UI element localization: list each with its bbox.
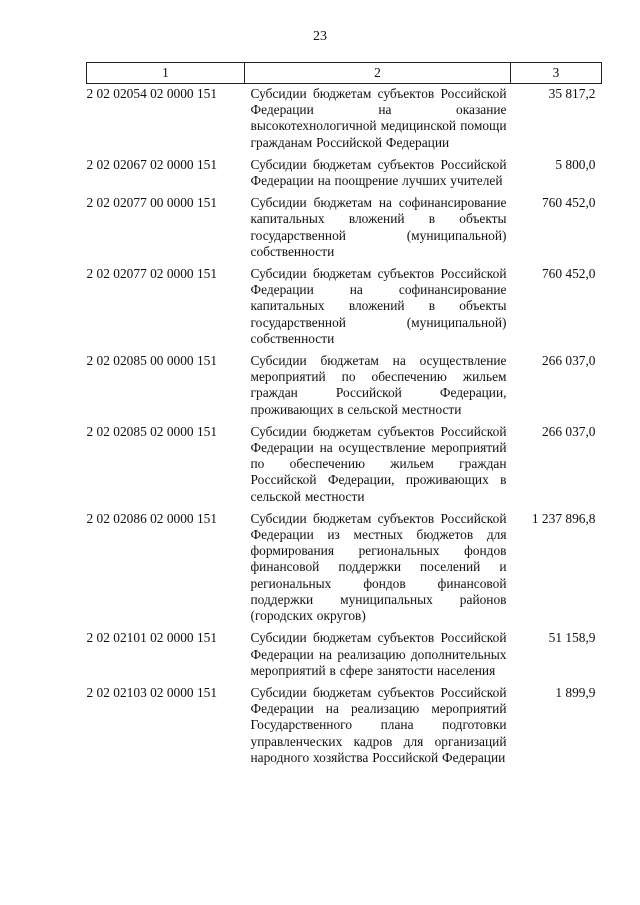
budget-table [86,62,602,772]
column-header-code: 1 [87,63,245,84]
budget-item-name: Субсидии бюджетам субъектов Российской Федерации на софинансирование капитальных вложений в объекты государственной (муниципальной) собственности [250,266,507,346]
table-row [87,630,602,685]
budget-item-name: Субсидии бюджетам субъектов Российской Федерации на реализацию дополнительных мероприятий в сфере занятости населения [250,630,507,678]
budget-code: 2 02 02085 00 0000 151 [86,353,218,369]
column-header-amount: 3 [511,63,602,84]
table-row [87,266,602,353]
budget-item-name: Субсидии бюджетам на осуществление мероприятий по обеспечению жильем граждан Российской Федерации, проживающих в сельской местности [250,353,507,417]
table-header-row [87,63,602,84]
budget-amount: 1 237 896,8 [531,510,596,526]
table-row [87,424,602,511]
table-row [87,353,602,424]
budget-item-name: Субсидии бюджетам субъектов Российской Федерации на поощрение лучших учителей [250,156,507,189]
budget-amount: 266 037,0 [541,423,596,439]
budget-code: 2 02 02085 02 0000 151 [86,423,218,439]
budget-item-name: Субсидии бюджетам на софинансирование капитальных вложений в объекты государственной (муниципальной) собственности [250,195,507,259]
budget-item-name: Субсидии бюджетам субъектов Российской Федерации на реализацию мероприятий Государственного плана подготовки управленческих кадров для организаций народного хозяйства Российской Федерации [250,684,507,765]
budget-item-name: Субсидии бюджетам субъектов Российской Федерации на оказание высокотехнологичной медицинской помощи гражданам Российской Федерации [250,86,507,150]
budget-amount: 266 037,0 [541,353,596,369]
budget-amount: 1 899,9 [555,684,596,700]
table-row [87,511,602,630]
budget-amount: 760 452,0 [541,266,596,282]
budget-code: 2 02 02067 02 0000 151 [86,156,218,172]
budget-amount: 5 800,0 [555,156,596,172]
budget-code: 2 02 02103 02 0000 151 [86,684,218,700]
budget-item-name: Субсидии бюджетам субъектов Российской Федерации на осуществление мероприятий по обеспечению жильем граждан Российской Федерации, проживающих в сельской местности [250,423,507,504]
budget-amount: 35 817,2 [548,86,596,101]
budget-code: 2 02 02077 00 0000 151 [86,195,218,211]
budget-item-name: Субсидии бюджетам субъектов Российской Федерации из местных бюджетов для формирования региональных фондов финансовой поддержки поселений и региональных фондов финансовой поддержки муниципальных районов (городских округов) [250,510,507,624]
table-row [87,685,602,772]
budget-amount: 51 158,9 [548,630,596,646]
budget-code: 2 02 02086 02 0000 151 [86,510,218,526]
budget-code: 2 02 02101 02 0000 151 [86,630,218,646]
column-header-name: 2 [245,63,511,84]
budget-code: 2 02 02077 02 0000 151 [86,266,218,282]
page-number: 23 [313,29,327,44]
table-row [87,84,602,157]
table-row [87,195,602,266]
budget-code: 2 02 02054 02 0000 151 [86,86,218,101]
table-row [87,157,602,195]
budget-amount: 760 452,0 [541,195,596,211]
